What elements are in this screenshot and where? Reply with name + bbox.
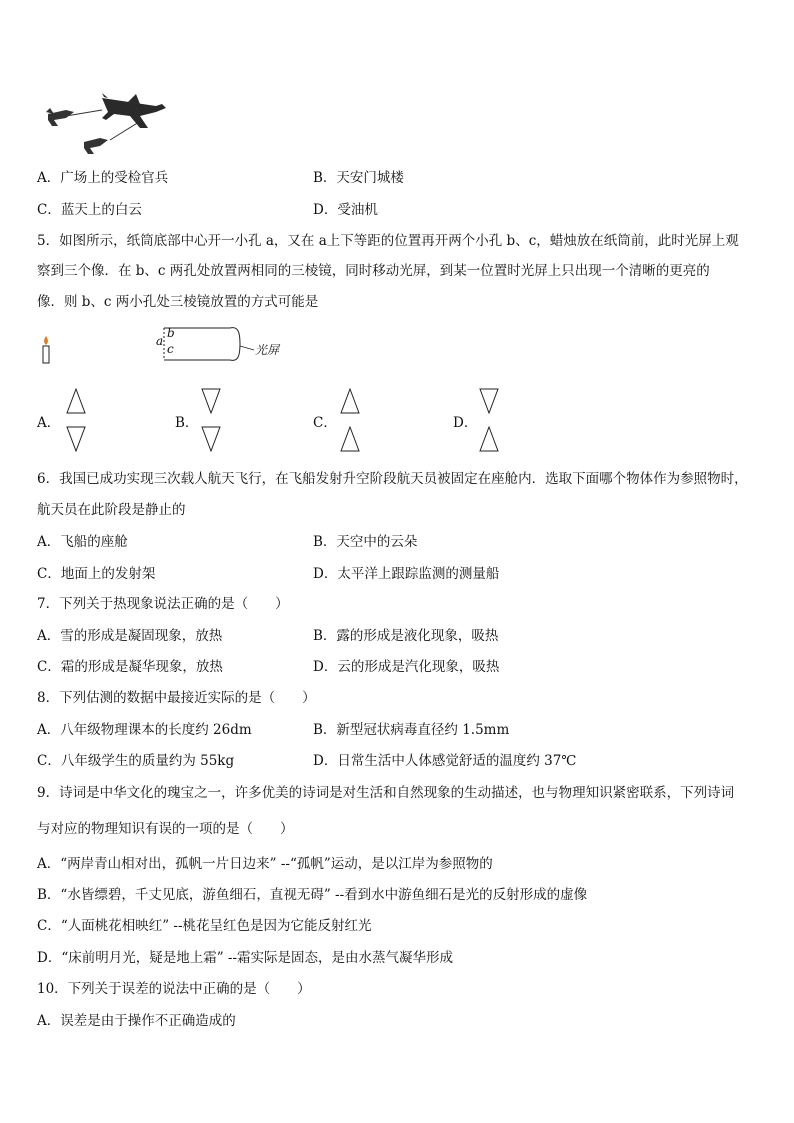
- q7-option-d: D．云的形成是汽化现象，吸热: [313, 659, 500, 675]
- q7-option-b: B．露的形成是液化现象，吸热: [313, 628, 499, 644]
- refueling-aircraft-image: [44, 92, 170, 156]
- q8-option-a: A．八年级物理课本的长度约 26dm: [37, 722, 252, 738]
- q6-option-d: D．太平洋上跟踪监测的测量船: [313, 566, 500, 582]
- prism-up-icon: [340, 426, 360, 452]
- q8-option-d: D．日常生活中人体感觉舒适的温度约 37℃: [313, 753, 577, 769]
- q9-option-a: A．“两岸青山相对出，孤帆一片日边来” --“孤帆”运动，是以江岸为参照物的: [37, 856, 493, 872]
- q6-stem-line-2: 航天员在此阶段是静止的: [37, 502, 186, 518]
- q5-option-c-label: C．: [313, 415, 337, 431]
- q5-stem-line-2: 察到三个像．在 b、c 两孔处放置两相同的三棱镜，同时移动光屏，到某一位置时光屏上只出现一个清晰的更亮的: [37, 263, 710, 279]
- prism-up-icon: [66, 388, 86, 414]
- q6-option-c: C．地面上的发射架: [37, 566, 156, 582]
- q6-option-b: B．天空中的云朵: [313, 534, 418, 550]
- q9-stem-line-2: 与对应的物理知识有误的一项的是（ ）: [37, 821, 294, 837]
- q5-stem-line-3: 像．则 b、c 两小孔处三棱镜放置的方式可能是: [37, 294, 319, 310]
- q5-option-a-label: A．: [37, 415, 61, 431]
- q4-option-d: D．受油机: [313, 202, 378, 218]
- prism-down-icon: [479, 388, 499, 414]
- prism-up-icon: [479, 426, 499, 452]
- q8-option-b: B．新型冠状病毒直径约 1.5mm: [313, 722, 510, 738]
- q7-stem: 7．下列关于热现象说法正确的是（ ）: [37, 596, 289, 612]
- prism-down-icon: [66, 426, 86, 452]
- q6-stem-line-1: 6．我国已成功实现三次载人航天飞行，在飞船发射升空阶段航天员被固定在座舱内．选取下面哪个物体作为参照物时，: [37, 471, 748, 487]
- q8-option-c: C．八年级学生的质量约为 55kg: [37, 753, 235, 769]
- q9-stem-line-1: 9．诗词是中华文化的瑰宝之一，许多优美的诗词是对生活和自然现象的生动描述，也与物理知识紧密联系，下列诗词: [37, 785, 735, 801]
- q8-stem: 8．下列估测的数据中最接近实际的是（ ）: [37, 690, 316, 706]
- q9-option-d: D．“床前明月光，疑是地上霜” --霜实际是固态，是由水蒸气凝华形成: [37, 950, 454, 966]
- q4-option-b: B．天安门城楼: [313, 170, 404, 186]
- hole-a-label: a: [156, 334, 164, 348]
- q10-stem: 10．下列关于误差的说法中正确的是（ ）: [37, 981, 311, 997]
- q5-option-d-label: D．: [453, 415, 478, 431]
- q9-option-b: B．“水皆缥碧，千丈见底，游鱼细石，直视无碍” --看到水中游鱼细石是光的反射形成的虚像: [37, 887, 588, 903]
- prism-up-icon: [340, 388, 360, 414]
- candle-icon: [41, 336, 51, 364]
- hole-c-label: c: [167, 342, 174, 356]
- q4-option-a: A．广场上的受检官兵: [37, 170, 169, 186]
- q6-option-a: A．飞船的座舱: [37, 534, 128, 550]
- q9-option-c: C．“人面桃花相映红” --桃花呈红色是因为它能反射红光: [37, 918, 372, 934]
- prism-down-icon: [201, 426, 221, 452]
- q5-option-b-label: B．: [175, 415, 199, 431]
- prism-down-icon: [201, 388, 221, 414]
- hole-b-label: b: [167, 326, 175, 340]
- q10-option-a: A．误差是由于操作不正确造成的: [37, 1013, 236, 1029]
- q4-option-c: C．蓝天上的白云: [37, 202, 142, 218]
- q5-stem-line-1: 5．如图所示，纸筒底部中心开一小孔 a，又在 a上下等距的位置再开两个小孔 b、c，蜡烛放在纸筒前，此时光屏上观: [37, 233, 739, 249]
- screen-label: 光屏: [255, 343, 280, 357]
- q7-option-a: A．雪的形成是凝固现象，放热: [37, 628, 223, 644]
- q7-option-c: C．霜的形成是凝华现象，放热: [37, 659, 223, 675]
